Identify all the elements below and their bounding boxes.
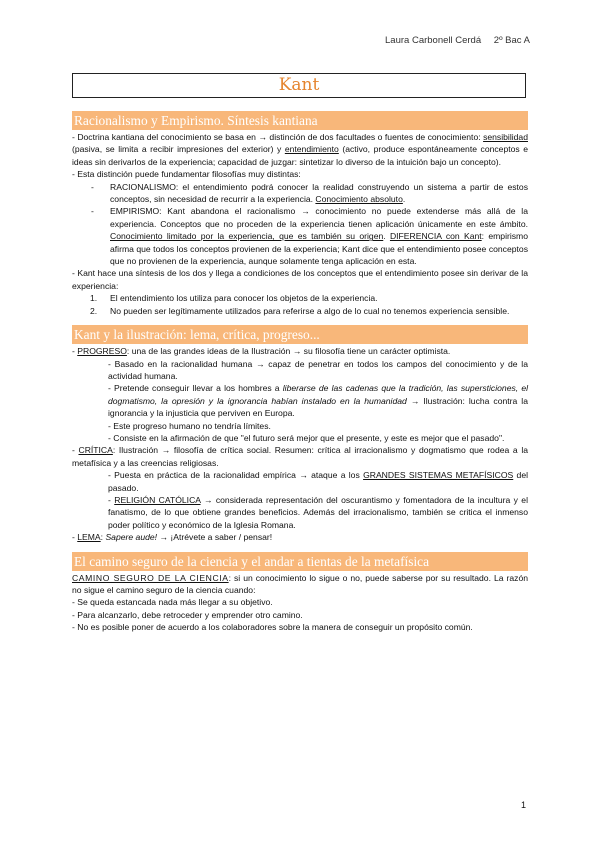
- italic-text: liberarse de las cadenas que la tradición, las supersticiones, el dogmatismo, la opresión y la ignorancia habían instalado en la humanidad: [108, 383, 529, 406]
- paragraph: - Esta distinción puede fundamentar filosofías muy distintas:: [72, 169, 301, 180]
- underlined-term: GRANDES SISTEMAS METAFÍSICOS: [363, 470, 514, 481]
- underlined-term: RELIGIÓN CATÓLICA: [114, 494, 201, 505]
- text: del pasado.: [108, 470, 529, 493]
- text: -: [72, 532, 78, 543]
- underlined-term: sensibilidad: [483, 132, 528, 142]
- text: : si un conocimiento lo sigue o no, puede saberse por su resultado. La razón no sigue el camino seguro de la ciencia cuando:: [72, 572, 529, 595]
- paragraph: [72, 131, 528, 168]
- text: :: [100, 532, 106, 543]
- paragraph-lema: [72, 531, 528, 543]
- section-heading-ilustracion: Kant y la ilustración: lema, crítica, progreso...: [72, 325, 528, 344]
- underlined-term: Conocimiento absoluto: [315, 194, 403, 205]
- text: RACIONALISMO: el entendimiento podrá conocer la realidad construyendo un sistema a partir de estos conceptos, sin necesidad de recurrir a la experiencia.: [110, 181, 528, 205]
- text: : Ilustración → filosofía de crítica social. Resumen: crítica al irracionalismo y dogmatismo que rodea a la metafísica y a las creencias religiosas.: [72, 445, 529, 468]
- document-title: Kant: [278, 75, 320, 95]
- text: → considerada representación del oscurantismo y fomentadora de la incultura y el fanatismo, de lo que obtiene grandes beneficios. Además del irracionalismo, también se critica el inmenso poder político y económico de la Iglesia Romana.: [108, 494, 528, 530]
- underlined-term: entendimiento: [284, 144, 339, 155]
- page-number: 1: [520, 800, 526, 810]
- text: - Doctrina kantiana del conocimiento se basa en → distinción de dos facultades o fuentes de conocimiento:: [72, 132, 484, 142]
- keyword: PROGRESO: [77, 346, 127, 357]
- list-item: [72, 181, 528, 206]
- section-heading-racionalismo: Racionalismo y Empirismo. Síntesis kantiana: [72, 111, 528, 130]
- document-title-box: [72, 73, 526, 98]
- list-line: - Para alcanzarlo, debe retroceder y emprender otro camino.: [72, 609, 303, 620]
- sub-item: [72, 469, 528, 494]
- text: El entendimiento los utiliza para conocer los objetos de la experiencia.: [110, 293, 378, 304]
- sub-item: [72, 382, 528, 419]
- document-body: [72, 111, 528, 634]
- page-header: [375, 35, 530, 46]
- paragraph-critica: [72, 444, 528, 469]
- section-heading-camino-seguro: El camino seguro de la ciencia y el andar a tientas de la metafísica: [72, 552, 528, 571]
- list-number: 2.: [90, 305, 98, 316]
- list-item: [72, 205, 528, 267]
- list-line: - No es posible poner de acuerdo a los colaboradores sobre la manera de conseguir un propósito común.: [72, 622, 473, 633]
- paragraph: - Kant hace una síntesis de los dos y llega a condiciones de los conceptos que el entendimiento posee sin derivar de la experiencia:: [72, 268, 528, 291]
- underlined-term: Conocimiento limitado por la experiencia, que es también su origen: [110, 231, 384, 242]
- list-item: [72, 305, 528, 317]
- text: : empirismo afirma que todos los conceptos provienen de la experiencia; Kant dice que el entendimiento posee conceptos que no provienen de la experiencia, aunque solamente tenga aplicación en esta.: [110, 231, 528, 267]
- text: -: [72, 445, 79, 456]
- text: EMPIRISMO: Kant abandona el racionalismo → conocimiento no puede extenderse más allá de la experiencia. Conceptos que no proceden de la experiencia tienen aplicación únicamente en este ámbito.: [110, 206, 528, 229]
- paragraph: [72, 572, 528, 597]
- sub-item: [72, 494, 528, 531]
- text: .: [402, 194, 406, 205]
- text: -: [72, 346, 78, 357]
- sub-item: - Este progreso humano no tendría límites.: [108, 420, 271, 431]
- text: - Puesta en práctica de la racionalidad empírica → ataque a los: [108, 470, 364, 481]
- underlined-term: DIFERENCIA con Kant: [389, 231, 482, 242]
- numbered-list: [72, 292, 528, 317]
- keyword: LEMA: [77, 532, 101, 543]
- text: → ¡Atrévete a saber / pensar!: [157, 532, 273, 543]
- sub-item: - Basado en la racionalidad humana → capaz de penetrar en todos los campos del conocimiento y de la actividad humana.: [108, 358, 528, 381]
- course-label: 2º Bac A: [493, 35, 530, 46]
- bullet-list: [72, 181, 528, 268]
- author-name: Laura Carbonell Cerdá: [385, 35, 482, 46]
- text: (activo, produce espontáneamente conceptos e ideas sin derivarlos de la experiencia; capacidad de juzgar: sintetizar lo diverso de la intuición bajo un concepto).: [72, 144, 529, 167]
- text: - Pretende conseguir llevar a los hombres a: [108, 383, 283, 394]
- underlined-term: CAMINO SEGURO DE LA CIENCIA: [72, 572, 229, 583]
- list-number: 1.: [90, 293, 98, 304]
- text: No pueden ser legítimamente utilizados para referirse a algo de lo cual no tenemos experiencia sensible.: [110, 305, 510, 316]
- list-item: [72, 292, 528, 304]
- text: -: [108, 494, 115, 505]
- text: (pasiva, se limita a recibir impresiones del exterior) y: [72, 144, 285, 155]
- list-line: - Se queda estancada nada más llegar a su objetivo.: [72, 597, 273, 608]
- keyword: CRÍTICA: [78, 445, 113, 456]
- sub-item: - Consiste en la afirmación de que "el futuro será mejor que el presente, y este es mejor que el pasado".: [108, 432, 505, 443]
- text: .: [383, 231, 390, 242]
- text: : una de las grandes ideas de la Ilustración → su filosofía tiene un carácter optimista.: [126, 346, 451, 357]
- paragraph-progreso: [72, 345, 528, 357]
- text: → Ilustración: lucha contra la ignorancia y la injusticia que perviven en Europa.: [108, 395, 528, 419]
- italic-text: Sapere aude!: [105, 532, 158, 543]
